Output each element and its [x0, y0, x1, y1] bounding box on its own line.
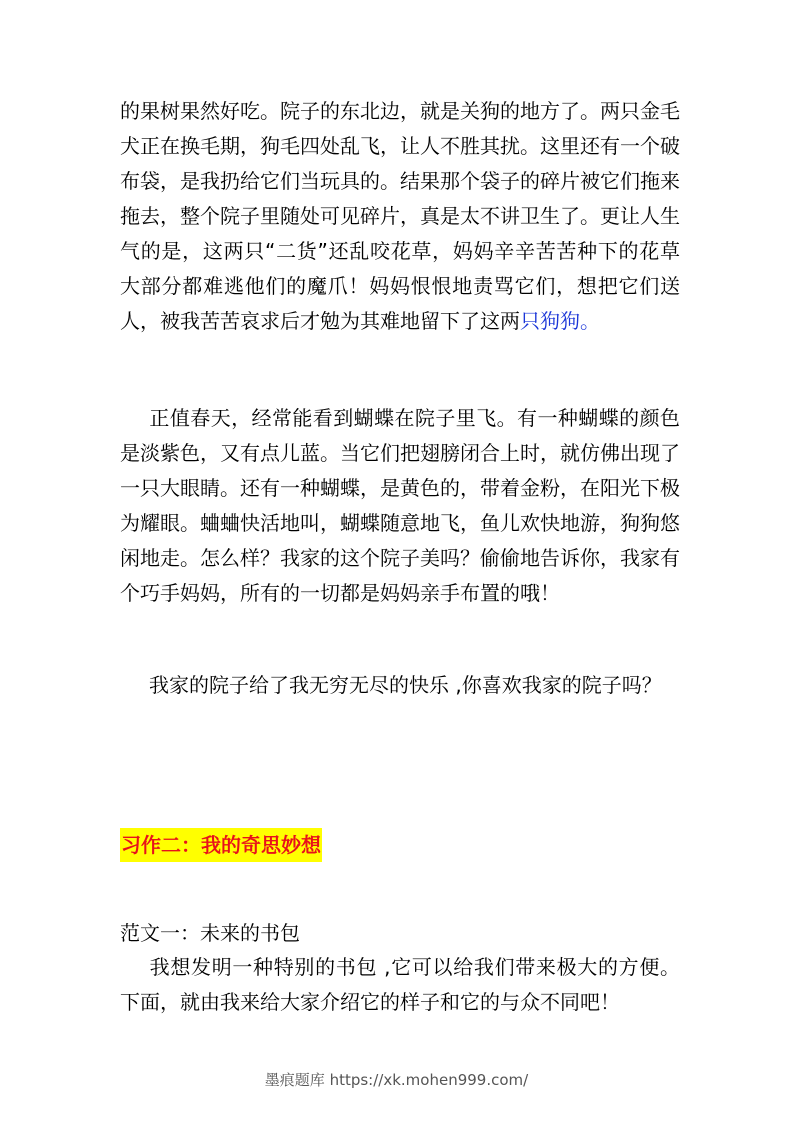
- paragraph-butterflies: [120, 401, 680, 611]
- essay-subtitle: 范文一：未来的书包: [120, 921, 300, 945]
- paragraph-conclusion: [120, 668, 680, 703]
- paragraph-dogs-text: 的果树果然好吃。院子的东北边，就是关狗的地方了。两只金毛犬正在换毛期，狗毛四处乱飞，让人不胜其扰。这里还有一个破布袋，是我扔给它们当玩具的。结果那个袋子的碎片被它们拖来拖去，整个院子里随处可见碎片，真是太不讲卫生了。更让人生气的是，这两只“二货”还乱咬花草，妈妈辛辛苦苦种下的花草大部分都难逃他们的魔爪！妈妈恨恨地责骂它们，想把它们送人，被我苦苦哀求后才勉为其难地留下了这两: [120, 99, 680, 333]
- paragraph-conclusion-text: 我家的院子给了我无穷无尽的快乐 ,你喜欢我家的院子吗？: [149, 673, 662, 697]
- section-heading: 习作二：我的奇思妙想: [120, 828, 322, 862]
- paragraph-schoolbag-text: 我想发明一种特别的书包 ,它可以给我们带来极大的方便。下面，就由我来给大家介绍它的样子和它的与众不同吧！: [120, 955, 680, 1014]
- colored-text-link[interactable]: 只狗狗。: [520, 309, 600, 333]
- paragraph-butterflies-text: 正值春天，经常能看到蝴蝶在院子里飞。有一种蝴蝶的颜色是淡紫色，又有点儿蓝。当它们把翅膀闭合上时，就仿佛出现了一只大眼睛。还有一种蝴蝶，是黄色的，带着金粉，在阳光下极为耀眼。蛐蛐快活地叫，蝴蝶随意地飞，鱼儿欢快地游，狗狗悠闲地走。怎么样？我家的这个院子美吗？偷偷地告诉你，我家有个巧手妈妈，所有的一切都是妈妈亲手布置的哦！: [120, 406, 680, 605]
- paragraph-schoolbag: [120, 950, 680, 1020]
- page-footer: 墨痕题库 https://xk.mohen999.com/: [264, 1071, 529, 1089]
- paragraph-dogs: [120, 94, 680, 339]
